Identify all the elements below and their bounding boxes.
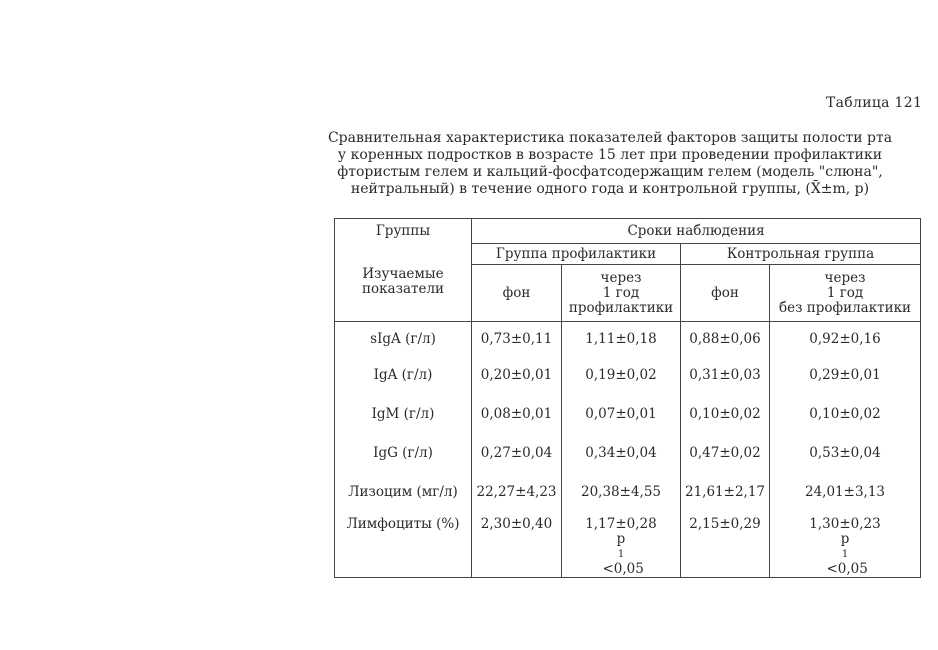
col-header-line: через [824, 269, 866, 286]
col-after-prevention [562, 265, 681, 322]
table-cell: 0,27±0,04 [472, 434, 562, 473]
col-header-line: через [600, 269, 642, 286]
row-label: Лимфоциты (%) [335, 511, 472, 578]
caption-line: у коренных подростков в возрасте 15 лет при проведении профилактики [337, 147, 883, 163]
row-label: IgG (г/л) [335, 434, 472, 473]
table-cell: 0,47±0,02 [681, 434, 770, 473]
table-row [335, 434, 921, 473]
cell-value: 1,17±0,28 [585, 516, 657, 532]
table-cell: 0,10±0,02 [681, 395, 770, 434]
col-header-line: 1 год [826, 284, 864, 301]
table-cell: 0,19±0,02 [562, 356, 681, 395]
row-label: IgA (г/л) [335, 356, 472, 395]
col-header-line: без профилактики [778, 299, 912, 316]
table-row [335, 473, 921, 511]
cell-value: 1,30±0,23 [809, 516, 881, 532]
table-cell: 0,53±0,04 [770, 434, 921, 473]
corner-label-line: показатели [361, 281, 445, 298]
table-number: Таблица 121 [826, 95, 923, 111]
p-threshold: <0,05 [598, 561, 644, 577]
p-threshold: <0,05 [822, 561, 868, 577]
table-cell: 2,30±0,40 [472, 511, 562, 578]
p-value-note [770, 532, 920, 577]
table-cell: 0,34±0,04 [562, 434, 681, 473]
table-cell: 0,20±0,01 [472, 356, 562, 395]
table-cell: 21,61±2,17 [681, 473, 770, 511]
table-cell: 2,15±0,29 [681, 511, 770, 578]
p-subscript: 1 [617, 549, 625, 560]
table-caption [300, 130, 920, 198]
p-value-note [562, 532, 680, 577]
table-row [335, 322, 921, 357]
col-header-line: 1 год [602, 284, 640, 301]
group-control-header: Контрольная группа [681, 244, 921, 265]
period-header: Сроки наблюдения [472, 219, 921, 244]
p-subscript: 1 [841, 549, 849, 560]
table-cell: 24,01±3,13 [770, 473, 921, 511]
caption-line: нейтральный) в течение одного года и контрольной группы, (X̄±m, p) [350, 181, 870, 197]
table-row [335, 395, 921, 434]
row-label: IgM (г/л) [335, 395, 472, 434]
table-row [335, 356, 921, 395]
table-cell: 0,88±0,06 [681, 322, 770, 357]
table-cell: 22,27±4,23 [472, 473, 562, 511]
group-prevention-header: Группа профилактики [472, 244, 681, 265]
table-cell: 20,38±4,55 [562, 473, 681, 511]
table-cell: 0,29±0,01 [770, 356, 921, 395]
col-header-line: профилактики [568, 299, 674, 316]
col-baseline-control: фон [681, 265, 770, 322]
table-cell: 0,07±0,01 [562, 395, 681, 434]
table-cell [562, 511, 681, 578]
corner-header-indicators [335, 244, 472, 322]
table-cell [770, 511, 921, 578]
corner-header-groups: Группы [335, 219, 472, 244]
table-row [335, 511, 921, 578]
table-cell: 0,73±0,11 [472, 322, 562, 357]
row-label: sIgA (г/л) [335, 322, 472, 357]
table-cell: 1,11±0,18 [562, 322, 681, 357]
caption-line: Сравнительная характеристика показателей факторов защиты полости рта [327, 130, 893, 146]
p-symbol: p [616, 531, 626, 547]
table-cell: 0,10±0,02 [770, 395, 921, 434]
table-cell: 0,08±0,01 [472, 395, 562, 434]
p-symbol: p [840, 531, 850, 547]
table-cell: 0,92±0,16 [770, 322, 921, 357]
corner-label-line: Изучаемые [362, 266, 444, 283]
caption-line: фтористым гелем и кальций-фосфатсодержащим гелем (модель "слюна", [337, 164, 883, 180]
table-cell: 0,31±0,03 [681, 356, 770, 395]
col-baseline-prevention: фон [472, 265, 562, 322]
col-after-control [770, 265, 921, 322]
data-table [334, 218, 921, 578]
row-label: Лизоцим (мг/л) [335, 473, 472, 511]
